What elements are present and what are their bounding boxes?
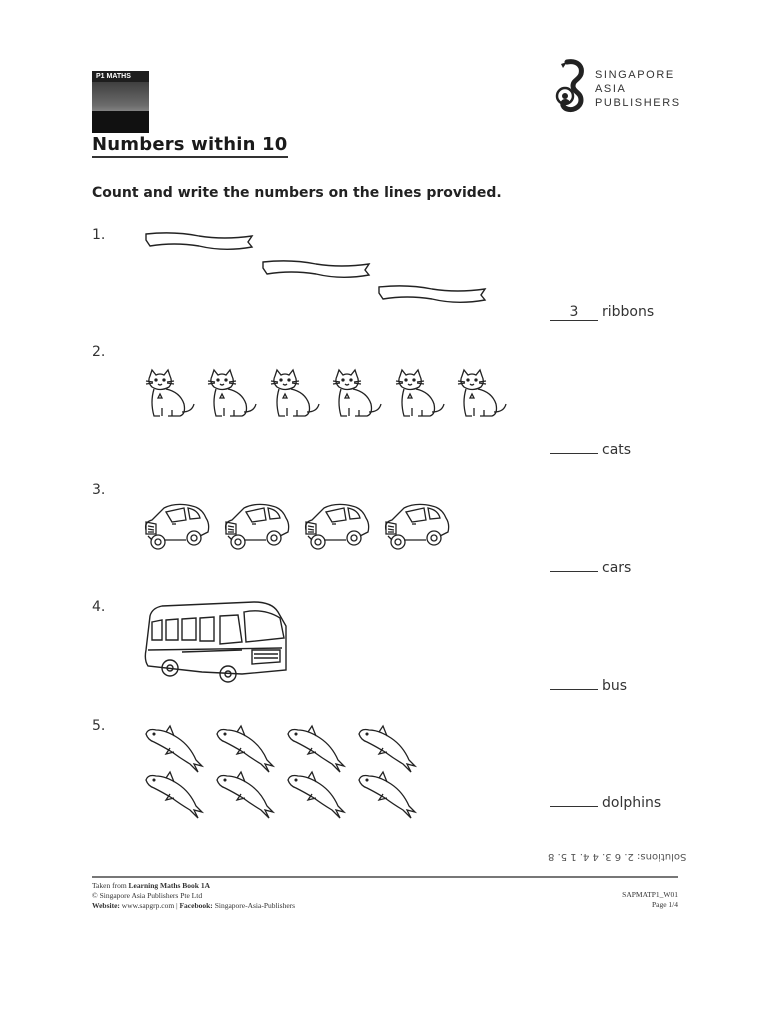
- publisher-logo: [553, 58, 693, 116]
- footer-facebook[interactable]: Singapore-Asia-Publishers: [212, 901, 296, 910]
- answer-label-1: ribbons: [602, 304, 655, 320]
- car-icon: [146, 504, 209, 549]
- seahorse-icon: [553, 58, 593, 116]
- dolphin-icon: [146, 726, 202, 772]
- cat-icon: [333, 370, 381, 416]
- footer-website[interactable]: www.sapgrp.com |: [119, 901, 180, 910]
- ribbon-icon: [379, 286, 485, 302]
- dolphin-icon: [359, 772, 415, 818]
- footer-page-info: [622, 890, 678, 910]
- footer-code: SAPMATP1_W01: [622, 890, 678, 899]
- dolphin-icon: [359, 726, 415, 772]
- answer-row-3: [550, 560, 631, 576]
- car-icon: [226, 504, 289, 549]
- cat-icon: [458, 370, 506, 416]
- answer-blank-2[interactable]: [550, 453, 598, 454]
- subject-badge-label: P1 MATHS: [92, 71, 149, 82]
- publisher-name: [595, 68, 681, 110]
- dolphin-icon: [288, 772, 344, 818]
- publisher-line-2: ASIA: [595, 83, 627, 95]
- answer-row-5: [550, 795, 661, 811]
- answer-label-2: cats: [602, 442, 632, 458]
- dolphin-icon: [217, 726, 273, 772]
- question-number-4: 4.: [92, 599, 106, 615]
- question-number-5: 5.: [92, 718, 106, 734]
- footer-source: [92, 881, 295, 891]
- question-number-2: 2.: [92, 344, 106, 360]
- answer-row-2: [550, 442, 631, 458]
- footer-source-prefix: Taken from: [92, 881, 129, 890]
- dolphin-icon: [146, 772, 202, 818]
- publisher-line-3: PUBLISHERS: [595, 97, 681, 109]
- solutions-text: Solutions: 2. 6 3. 4 4. 1 5. 8: [548, 851, 687, 862]
- worksheet-title: Numbers within 10: [92, 134, 288, 158]
- bus-icon: [142, 600, 290, 684]
- car-group: [142, 498, 456, 554]
- badge-bar: [92, 111, 149, 133]
- publisher-line-1: SINGAPORE: [595, 69, 675, 81]
- car-icon: [386, 504, 449, 549]
- answer-label-3: cars: [602, 560, 632, 576]
- footer-links: [92, 901, 295, 911]
- footer-credits: [92, 881, 295, 911]
- cat-icon: [146, 370, 194, 416]
- ribbon-group: [144, 228, 490, 304]
- answer-row-4: [550, 678, 627, 694]
- footer-book-title: Learning Maths Book 1A: [128, 881, 211, 890]
- dolphin-icon: [288, 726, 344, 772]
- answer-row-1: [550, 304, 654, 321]
- cat-icon: [271, 370, 319, 416]
- instruction-text: Count and write the numbers on the lines provided.: [92, 185, 502, 201]
- footer-copyright: © Singapore Asia Publishers Pte Ltd: [92, 891, 203, 900]
- dolphin-group: [142, 718, 422, 824]
- cat-group: [144, 366, 516, 422]
- answer-blank-4[interactable]: [550, 689, 598, 690]
- answer-blank-5[interactable]: [550, 806, 598, 807]
- footer-page-number: Page 1/4: [651, 900, 678, 909]
- dolphin-icon: [217, 772, 273, 818]
- answer-blank-1[interactable]: 3: [550, 305, 598, 321]
- question-number-1: 1.: [92, 227, 106, 243]
- answer-label-4: bus: [602, 678, 628, 694]
- answer-blank-3[interactable]: [550, 571, 598, 572]
- ribbon-icon: [146, 233, 252, 249]
- cat-icon: [208, 370, 256, 416]
- cat-icon: [396, 370, 444, 416]
- subject-badge: [92, 71, 149, 133]
- footer-website-label: Website:: [92, 901, 120, 910]
- answer-label-5: dolphins: [602, 795, 662, 811]
- ribbon-icon: [263, 261, 369, 277]
- footer-facebook-label: Facebook:: [179, 901, 213, 910]
- question-number-3: 3.: [92, 482, 106, 498]
- footer-divider: [92, 876, 678, 878]
- car-icon: [306, 504, 369, 549]
